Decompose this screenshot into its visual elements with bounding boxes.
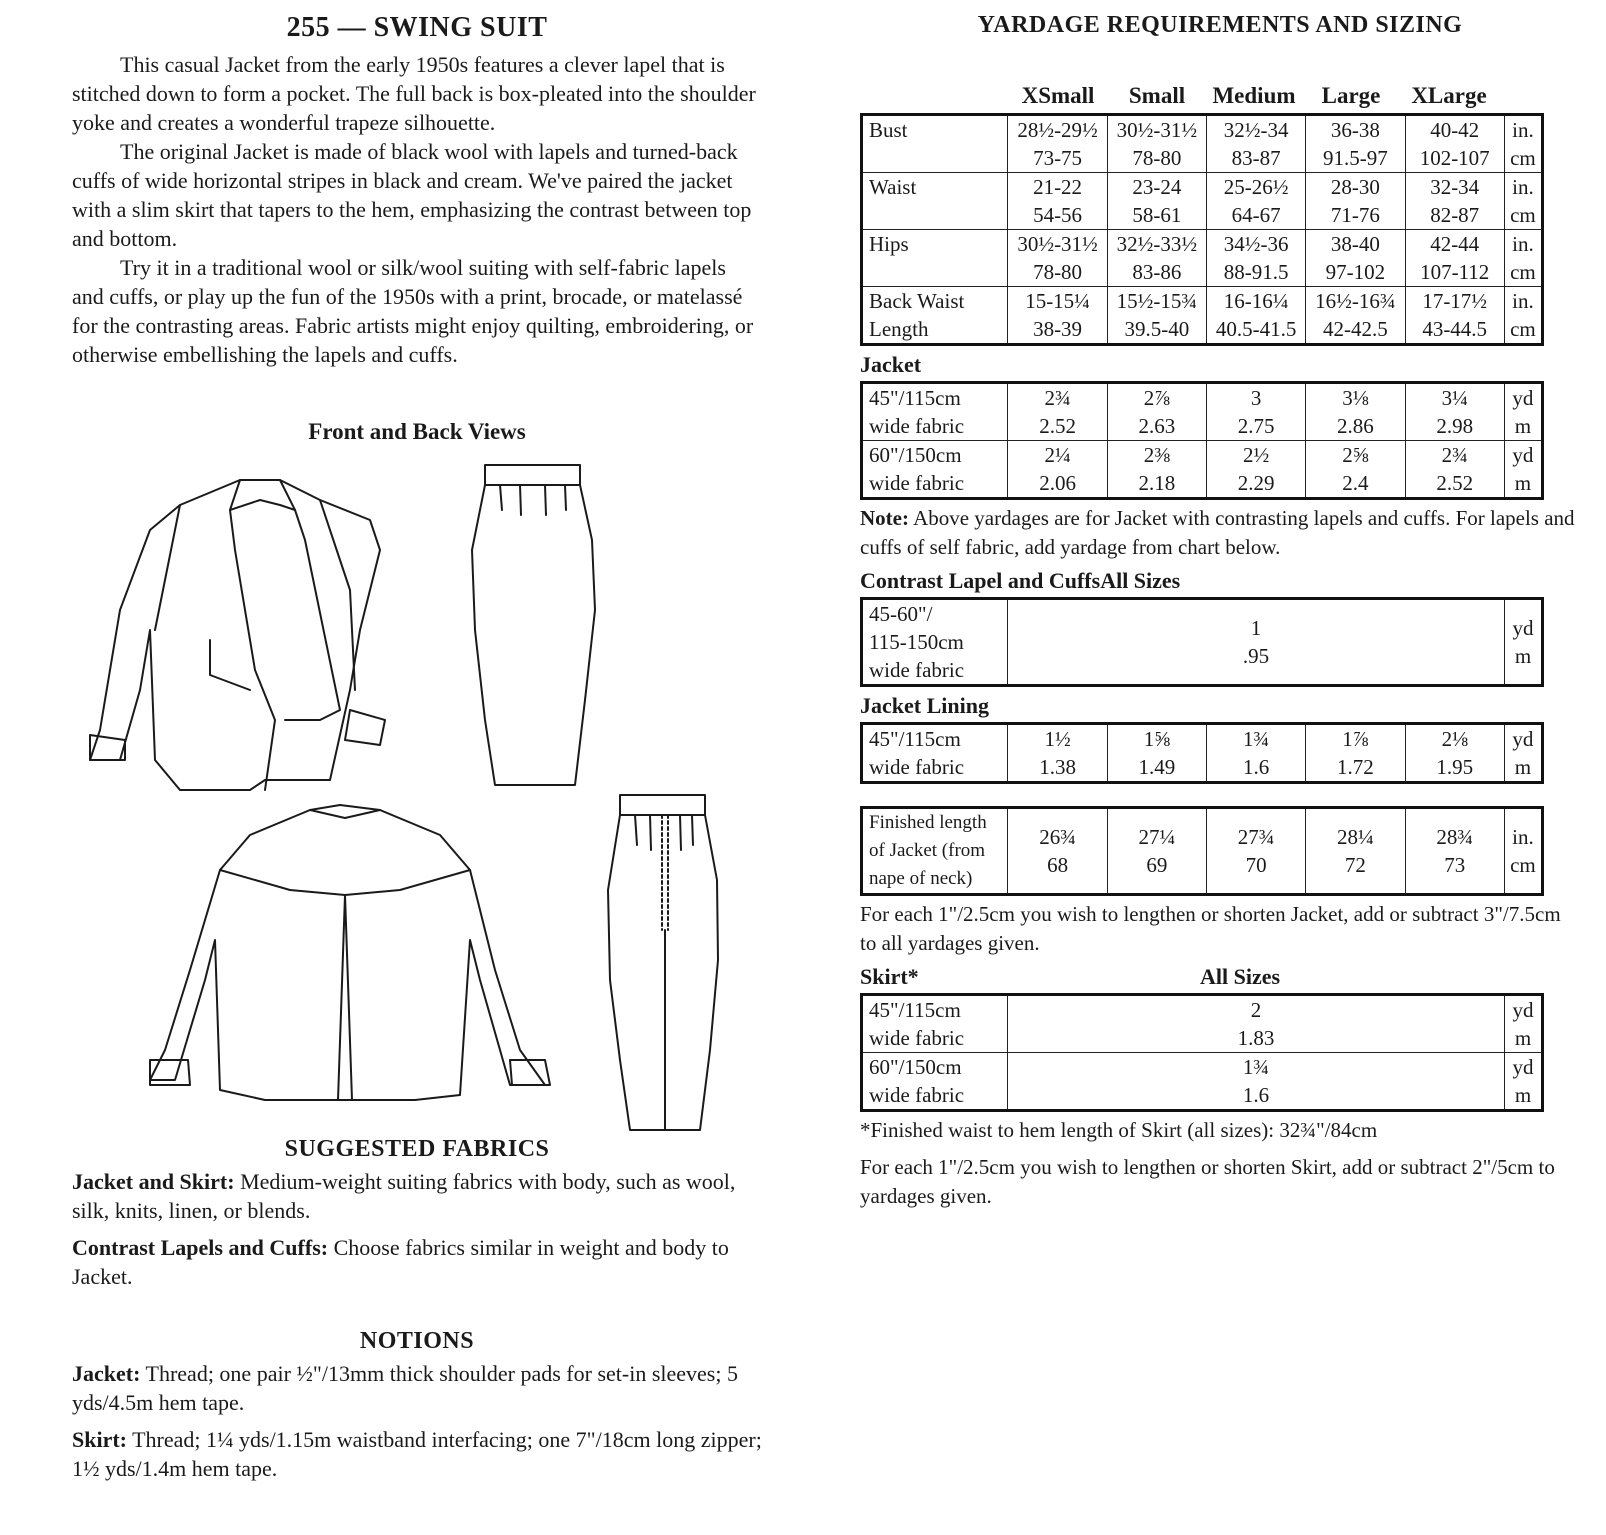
value-cell: 2¾ 2.52	[1405, 441, 1504, 499]
unit-cell: in. cm	[1504, 287, 1542, 345]
back-skirt-drawing	[608, 795, 718, 1130]
front-skirt-drawing	[472, 465, 595, 785]
fabrics-jacket-skirt-label: Jacket and Skirt:	[72, 1169, 235, 1194]
value-cell: 1⅞ 1.72	[1306, 724, 1405, 783]
notions-jacket-label: Jacket:	[72, 1361, 141, 1386]
yardage-note	[860, 504, 1580, 562]
fabrics-jacket-skirt-text: Medium-weight suiting fabrics with body, such as wool, silk, knits, linen, or blends.	[72, 1169, 736, 1223]
lengthen-skirt-note: For each 1"/2.5cm you wish to lengthen or shorten Skirt, add or subtract 2"/5cm to yardages given.	[860, 1155, 1555, 1208]
fabrics-contrast-text: Choose fabrics similar in weight and body to Jacket.	[72, 1235, 729, 1289]
body-measurements-table	[860, 113, 1544, 346]
value-cell: 2⅞ 2.63	[1107, 383, 1206, 441]
value-cell: 1⅝ 1.49	[1107, 724, 1206, 783]
value-cell: 32½-34 83-87	[1206, 115, 1305, 173]
views-heading: Front and Back Views	[308, 419, 526, 444]
size-header-row	[1006, 83, 1580, 109]
value-cell: 23-24 58-61	[1107, 173, 1206, 230]
contrast-heading: Contrast Lapel and CuffsAll Sizes	[860, 568, 1181, 593]
table-row	[862, 287, 1543, 345]
value-cell: 15-15¼ 38-39	[1008, 287, 1107, 345]
value-cell: 36-38 91.5-97	[1306, 115, 1405, 173]
skirt-heading-row	[860, 964, 1580, 990]
table-row	[862, 724, 1543, 783]
value-cell: 1¾ 1.6	[1206, 724, 1305, 783]
pattern-title: 255 — SWING SUIT	[286, 12, 548, 43]
value-cell: 16-16¼ 40.5-41.5	[1206, 287, 1305, 345]
notions-jacket	[72, 1359, 762, 1417]
table-row	[862, 995, 1543, 1053]
value-cell: 17-17½ 43-44.5	[1405, 287, 1504, 345]
value-cell: 28¼ 72	[1306, 808, 1405, 895]
unit-cell: in. cm	[1504, 808, 1542, 895]
row-label: 45"/115cm wide fabric	[862, 995, 1008, 1053]
unit-cell: yd m	[1504, 724, 1542, 783]
row-label: 45"/115cm wide fabric	[862, 724, 1008, 783]
value-cell: 40-42 102-107	[1405, 115, 1504, 173]
value-cell: 30½-31½ 78-80	[1008, 230, 1107, 287]
contrast-table	[860, 597, 1544, 687]
lengthen-jacket-note: For each 1"/2.5cm you wish to lengthen or shorten Jacket, add or subtract 3"/7.5cm to all yardages given.	[860, 902, 1561, 955]
table-row	[862, 230, 1543, 287]
row-label: 60"/150cm wide fabric	[862, 1053, 1008, 1111]
value-cell: 28¾ 73	[1405, 808, 1504, 895]
all-sizes-value: 1¾ 1.6	[1008, 1053, 1505, 1111]
value-cell: 28-30 71-76	[1306, 173, 1405, 230]
table-row	[862, 115, 1543, 173]
value-cell: 16½-16¾ 42-42.5	[1306, 287, 1405, 345]
value-cell: 27¾ 70	[1206, 808, 1305, 895]
value-cell: 28½-29½ 73-75	[1008, 115, 1107, 173]
fabrics-contrast	[72, 1233, 762, 1291]
size-header: Medium	[1212, 83, 1296, 108]
description-paragraph-2: The original Jacket is made of black wool with lapels and turned-back cuffs of wide horizontal stripes in black and cream. We've paired the jacket with a slim skirt that tapers to the hem, emphasizing the contrast between top and bottom.	[72, 139, 752, 251]
description-paragraph-1: This casual Jacket from the early 1950s features a clever lapel that is stitched down to form a pocket. The full back is box-pleated into the shoulder yoke and creates a wonderful trapeze silhouette.	[72, 52, 756, 135]
value-cell: 34½-36 88-91.5	[1206, 230, 1305, 287]
row-label: 45"/115cm wide fabric	[862, 383, 1008, 441]
notions-skirt	[72, 1425, 762, 1483]
row-label: Back Waist Length	[862, 287, 1008, 345]
row-label: Finished length of Jacket (from nape of neck)	[862, 808, 1008, 895]
notions-skirt-text: Thread; 1¼ yds/1.15m waistband interfacing; one 7"/18cm long zipper; 1½ yds/1.4m hem tape.	[72, 1427, 762, 1481]
description-paragraph-3: Try it in a traditional wool or silk/wool suiting with self-fabric lapels and cuffs, or play up the fun of the 1950s with a print, brocade, or matelassé for the contrasting areas. Fabric artists might enjoy quilting, embroidering, or otherwise embellishing the lapels and cuffs.	[72, 255, 754, 367]
value-cell: 27¼ 69	[1107, 808, 1206, 895]
fabrics-contrast-label: Contrast Lapels and Cuffs:	[72, 1235, 329, 1260]
value-cell: 38-40 97-102	[1306, 230, 1405, 287]
row-label: 60"/150cm wide fabric	[862, 441, 1008, 499]
table-row	[862, 808, 1543, 895]
table-row	[862, 383, 1543, 441]
size-header: XLarge	[1411, 83, 1487, 108]
value-cell: 3⅛ 2.86	[1306, 383, 1405, 441]
lining-heading: Jacket Lining	[860, 693, 989, 718]
fabrics-jacket-skirt	[72, 1167, 762, 1225]
jacket-heading: Jacket	[860, 352, 922, 377]
left-column	[72, 12, 762, 445]
unit-cell: yd m	[1504, 441, 1542, 499]
skirt-finished-note: *Finished waist to hem length of Skirt (all sizes): 32¾"/84cm	[860, 1118, 1378, 1142]
notions-heading: NOTIONS	[359, 1328, 475, 1354]
table-row	[862, 599, 1543, 686]
value-cell: 3 2.75	[1206, 383, 1305, 441]
row-label: Waist	[862, 173, 1008, 230]
all-sizes-value: 1 .95	[1008, 599, 1505, 686]
notions-skirt-label: Skirt:	[72, 1427, 127, 1452]
value-cell: 2½ 2.29	[1206, 441, 1305, 499]
unit-cell: in. cm	[1504, 173, 1542, 230]
value-cell: 15½-15¾ 39.5-40	[1107, 287, 1206, 345]
jacket-yardage-table	[860, 381, 1544, 500]
value-cell: 30½-31½ 78-80	[1107, 115, 1206, 173]
value-cell: 26¾ 68	[1008, 808, 1107, 895]
unit-cell: in. cm	[1504, 230, 1542, 287]
yardage-title: YARDAGE REQUIREMENTS AND SIZING	[977, 12, 1463, 38]
unit-cell: yd m	[1505, 599, 1543, 686]
size-header: Large	[1321, 83, 1381, 108]
note-label: Note:	[860, 506, 909, 530]
value-cell: 3¼ 2.98	[1405, 383, 1504, 441]
suggested-fabrics-section	[72, 1136, 762, 1291]
row-label: 45-60"/ 115-150cm wide fabric	[862, 599, 1008, 686]
size-header: Small	[1128, 83, 1186, 108]
value-cell: 42-44 107-112	[1405, 230, 1504, 287]
garment-illustrations	[80, 460, 760, 1140]
front-jacket-drawing	[90, 480, 385, 790]
table-row	[862, 1053, 1543, 1111]
value-cell: 2¾ 2.52	[1008, 383, 1107, 441]
size-header: XSmall	[1021, 83, 1095, 108]
notions-section	[72, 1328, 762, 1483]
value-cell: 1½ 1.38	[1008, 724, 1107, 783]
value-cell: 2⅛ 1.95	[1405, 724, 1504, 783]
value-cell: 2¼ 2.06	[1008, 441, 1107, 499]
right-column	[860, 12, 1580, 1211]
skirt-table	[860, 993, 1544, 1112]
table-row	[862, 173, 1543, 230]
table-row	[862, 441, 1543, 499]
lining-table	[860, 722, 1544, 784]
unit-cell: yd m	[1505, 1053, 1543, 1111]
unit-cell: in. cm	[1504, 115, 1542, 173]
all-sizes-value: 2 1.83	[1008, 995, 1505, 1053]
skirt-all-sizes: All Sizes	[1200, 964, 1281, 989]
notions-jacket-text: Thread; one pair ½"/13mm thick shoulder pads for set-in sleeves; 5 yds/4.5m hem tape.	[72, 1361, 738, 1415]
value-cell: 2⅝ 2.4	[1306, 441, 1405, 499]
finished-length-table	[860, 806, 1544, 896]
value-cell: 32-34 82-87	[1405, 173, 1504, 230]
row-label: Bust	[862, 115, 1008, 173]
suggested-fabrics-heading: SUGGESTED FABRICS	[284, 1136, 550, 1162]
unit-cell: yd m	[1505, 995, 1543, 1053]
value-cell: 21-22 54-56	[1008, 173, 1107, 230]
value-cell: 2⅜ 2.18	[1107, 441, 1206, 499]
back-jacket-drawing	[150, 805, 550, 1100]
value-cell: 25-26½ 64-67	[1206, 173, 1305, 230]
skirt-heading: Skirt*	[860, 964, 919, 989]
note-text: Above yardages are for Jacket with contrasting lapels and cuffs. For lapels and cuffs of self fabric, add yardage from chart below.	[860, 506, 1575, 559]
unit-cell: yd m	[1504, 383, 1542, 441]
row-label: Hips	[862, 230, 1008, 287]
value-cell: 32½-33½ 83-86	[1107, 230, 1206, 287]
